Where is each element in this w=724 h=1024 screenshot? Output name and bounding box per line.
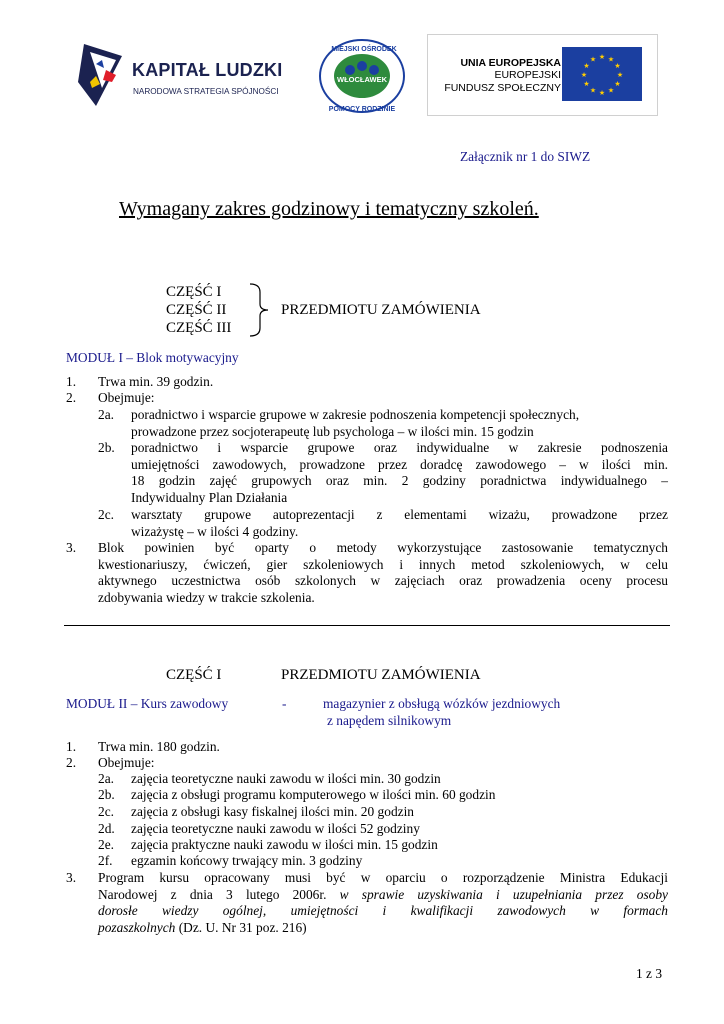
annex-label: Załącznik nr 1 do SIWZ <box>460 149 591 164</box>
item-number: 2. <box>66 390 77 405</box>
item-line: Blok powinien być oparty o metody wykorzystujące zastosowanie tematycznych <box>98 540 668 555</box>
item-number: 1. <box>66 739 77 754</box>
item-line <box>98 887 668 904</box>
item-line: poradnictwo i wsparcie grupowe w zakresie podnoszenia kompetencji społecznych, <box>131 407 580 422</box>
item-number: 2c. <box>98 804 114 819</box>
item-text: Trwa min. 39 godzin. <box>98 374 214 389</box>
item-number: 2f. <box>98 853 113 868</box>
svg-text:★: ★ <box>607 55 615 64</box>
mopr-logo <box>314 38 414 116</box>
kapital-ludzki-title: KAPITAŁ LUDZKI <box>132 60 283 80</box>
page-number: 1 z 3 <box>636 966 663 981</box>
module2-desc-1: magazynier z obsługą wózków jezdniowych <box>323 696 561 711</box>
regulation-text: Narodowej z dnia 3 lutego 2006r. <box>98 886 340 902</box>
item-text: Trwa min. 180 godzin. <box>98 739 220 754</box>
section1-part-3: CZĘŚĆ III <box>166 320 232 336</box>
svg-text:★: ★ <box>580 71 588 79</box>
item-number: 2b. <box>98 787 115 802</box>
item-number: 2c. <box>98 507 114 522</box>
item-text: zajęcia praktyczne nauki zawodu w ilości min. 15 godzin <box>131 837 438 852</box>
svg-text:★: ★ <box>583 62 590 70</box>
kapital-ludzki-subtitle: NARODOWA STRATEGIA SPÓJNOŚCI <box>133 87 279 96</box>
item-line <box>98 920 668 937</box>
kapital-ludzki-flag-icon <box>76 42 128 108</box>
item-number: 2a. <box>98 407 114 422</box>
svg-text:★: ★ <box>614 62 621 70</box>
section2-part: CZĘŚĆ I <box>166 667 222 683</box>
item-text: zajęcia z obsługi programu komputerowego w ilości min. 60 godzin <box>131 787 496 802</box>
eu-line3: FUNDUSZ SPOŁECZNY <box>444 82 561 94</box>
module2-desc-2: z napędem silnikowym <box>327 713 452 728</box>
section1-subject: PRZEDMIOTU ZAMÓWIENIA <box>281 302 481 318</box>
module1-heading: MODUŁ I – Blok motywacyjny <box>66 350 239 365</box>
regulation-title: pozaszkolnych <box>98 919 176 935</box>
item-number: 2. <box>66 755 77 770</box>
module2-dash: - <box>282 696 287 711</box>
svg-text:★: ★ <box>616 71 624 79</box>
item-number: 3. <box>66 870 77 885</box>
svg-text:★: ★ <box>598 89 606 97</box>
eu-title: UNIA EUROPEJSKA <box>460 57 561 69</box>
item-line: Indywidualny Plan Działania <box>131 489 288 505</box>
item-text: egzamin końcowy trwający min. 3 godziny <box>131 853 363 868</box>
kapital-ludzki-logo <box>76 42 283 108</box>
regulation-title: w sprawie uzyskiwania i uzupełniania przez osoby <box>339 886 668 902</box>
mopr-bottom-text: POMOCY RODZINIE <box>328 106 396 113</box>
mopr-top-text: MIEJSKI OŚRODEK <box>331 46 397 53</box>
eu-flag-icon <box>562 47 642 101</box>
item-line: umiejętności zawodowych, prowadzone przez doradcę zawodowego – w ilości min. <box>131 456 668 472</box>
regulation-title: dorosłe wiedzy ogólnej, umiejętności i kwalifikacji zawodowych w formach <box>98 903 668 919</box>
item-number: 2d. <box>98 821 115 836</box>
section-divider <box>64 625 670 626</box>
item-line: wizażystę – w ilości 4 godziny. <box>131 523 299 539</box>
regulation-reference: (Dz. U. Nr 31 poz. 216) <box>175 919 307 935</box>
item-text: zajęcia z obsługi kasy fiskalnej ilości min. 20 godzin <box>131 804 414 819</box>
item-number: 2a. <box>98 771 114 786</box>
svg-text:★: ★ <box>607 86 615 95</box>
item-line: 18 godzin zajęć grupowych oraz min. 2 godziny poradnictwa indywidualnego – <box>131 473 668 489</box>
svg-text:★: ★ <box>598 53 606 61</box>
item-text: Obejmuje: <box>98 755 155 770</box>
item-line: kwestionariuszy, ćwiczeń, gier szkoleniowych i innych metod szkoleniowych, w celu <box>98 556 668 572</box>
item-number: 2e. <box>98 837 114 852</box>
brace-icon <box>248 282 276 338</box>
eu-line2: EUROPEJSKI <box>494 69 561 81</box>
section2-subject: PRZEDMIOTU ZAMÓWIENIA <box>281 667 481 683</box>
item-text: Obejmuje: <box>98 390 155 405</box>
section1-part-2: CZĘŚĆ II <box>166 302 227 318</box>
item-line: warsztaty grupowe autoprezentacji z elementami wizażu, prowadzone przez <box>131 507 668 522</box>
svg-text:★: ★ <box>589 55 597 64</box>
item-line: aktywnego uczestnictwa osób szkolonych w zajęciach oraz prowadzenia oceny procesu <box>98 573 668 589</box>
eu-logo <box>427 34 658 116</box>
mopr-city-text: WŁOCŁAWEK <box>337 75 387 84</box>
page-title: Wymagany zakres godzinowy i tematyczny szkoleń. <box>119 198 539 220</box>
item-line: poradnictwo i wsparcie grupowe oraz indywidualne w zakresie podnoszenia <box>131 440 668 455</box>
item-number: 3. <box>66 540 77 555</box>
svg-text:★: ★ <box>614 80 621 88</box>
svg-text:★: ★ <box>583 80 590 88</box>
item-line: zdobywania wiedzy w trakcie szkolenia. <box>98 589 315 605</box>
item-number: 2b. <box>98 440 115 455</box>
item-number: 1. <box>66 374 77 389</box>
item-text: zajęcia teoretyczne nauki zawodu w ilości 52 godziny <box>131 821 420 836</box>
item-line <box>98 903 668 920</box>
item-text: zajęcia teoretyczne nauki zawodu w ilości min. 30 godzin <box>131 771 441 786</box>
item-line: prowadzone przez socjoterapeutę lub psychologa – w ilości min. 15 godzin <box>131 423 534 439</box>
svg-text:★: ★ <box>589 86 597 95</box>
section1-part-1: CZĘŚĆ I <box>166 284 222 300</box>
module2-heading: MODUŁ II – Kurs zawodowy <box>66 696 229 711</box>
item-line: Program kursu opracowany musi być w oparciu o rozporządzenie Ministra Edukacji <box>98 870 668 885</box>
